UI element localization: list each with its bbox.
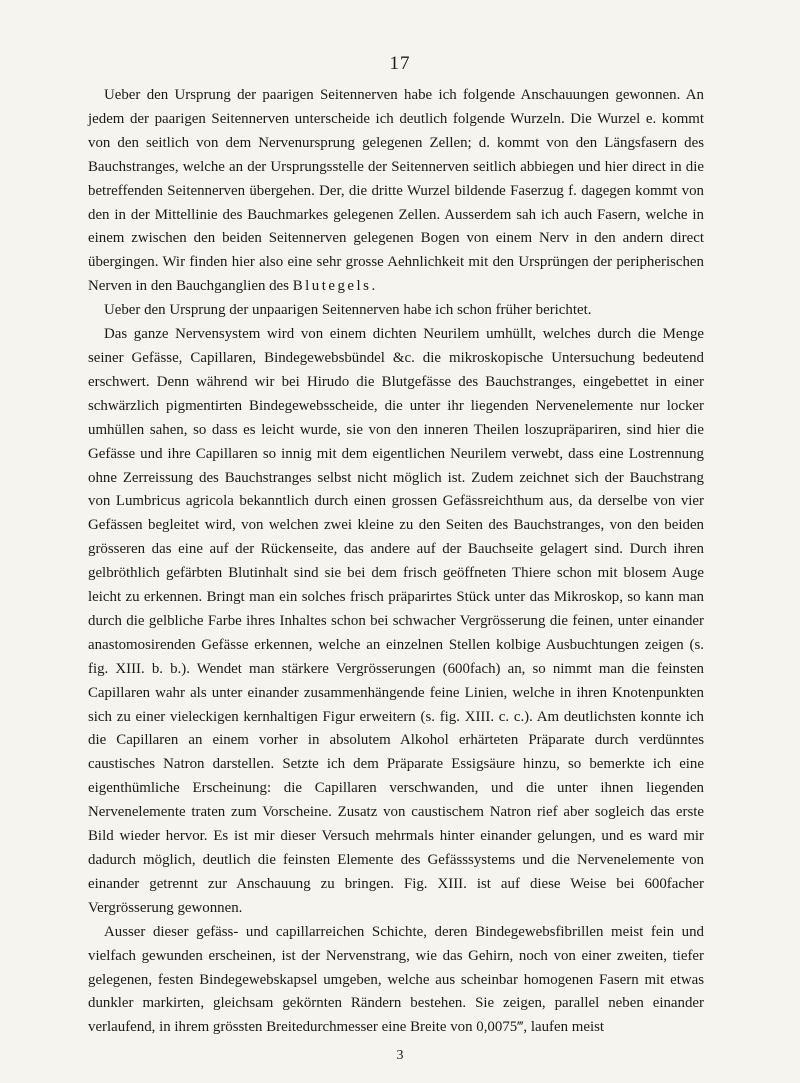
signature-mark: 3	[396, 1048, 404, 1063]
body-text	[88, 84, 704, 1040]
paragraph-text: Ueber den Ursprung der paarigen Seitennerven habe ich folgende Anschauungen gewonnen. An jedem der paarigen Seitennerven unterscheide ich deutlich folgende Wurzeln. Die Wurzel e. kommt von den seitlich von dem Nervenursprung gelegenen Zellen; d. kommt von den Längsfasern des Bauchstranges, welche an der Ursprungsstelle der Seitennerven seitlich abbiegen und hier direct in die betreffenden Seitennerven übergehen. Der, die dritte Wurzel bildende Faserzug f. dagegen kommt von den in der Mittellinie des Bauchmarkes gelegenen Zellen. Ausserdem sah ich auch Fasern, welche in einem zwischen den beiden Seitennerven gelegenen Bogen von einem Nerv in den andern direct übergingen. Wir finden hier also eine sehr grosse Aehnlichkeit mit den Ursprüngen der peripherischen Nerven in den Bauchganglien des	[88, 87, 704, 295]
page-number: 17	[389, 53, 411, 74]
paragraph-1	[88, 84, 704, 299]
paragraph-2: Ueber den Ursprung der unpaarigen Seitennerven habe ich schon früher berichtet.	[104, 302, 592, 319]
paragraph-3: Das ganze Nervensystem wird von einem dichten Neurilem umhüllt, welches durch die Menge seiner Gefässe, Capillaren, Bindegewebsbündel &c. die mikroskopische Untersuchung bedeutend erschwert. Denn während wir bei Hirudo die Blutgefässe des Bauchstranges, eingebettet in einer schwärzlich pigmentirten Bindegewebsscheide, die unter ihr liegenden Nervenelemente nur locker umhüllen sahen, so dass es leicht wurde, sie von den inneren Theilen loszupräpariren, sind hier die Gefässe und ihre Capillaren so innig mit dem eigentlichen Neurilem verwebt, dass eine Lostrennung ohne Zerreissung des Bauchstranges selbst nicht möglich ist. Zudem zeichnet sich der Bauchstrang von Lumbricus agricola bekanntlich durch einen grossen Gefässreichthum aus, da derselbe von vier Gefässen begleitet wird, von welchen zwei kleine zu den Seiten des Bauchstranges, von den beiden grösseren das eine auf der Rückenseite, das andere auf der Bauchseite gelagert sind. Durch ihren gelbröthlich gefärbten Blutinhalt sind sie bei dem frisch geöffneten Thiere schon mit blosem Auge leicht zu erkennen. Bringt man ein solches frisch präparirtes Stück unter das Mikroskop, so kann man durch die gelbliche Farbe ihres Inhaltes schon bei schwacher Vergrösserung die feinen, unter einander anastomosirenden Gefässe erkennen, welche an einzelnen Stellen kolbige Ausbuchtungen zeigen (s. fig. XIII. b. b.). Wendet man stärkere Vergrösserungen (600fach) an, so nimmt man die feinsten Capillaren wahr als unter einander zusammenhängende feine Linien, welche in ihren Knotenpunkten sich zu einer vieleckigen kernhaltigen Figur erweitern (s. fig. XIII. c. c.). Am deutlichsten konnte ich die Capillaren an einem vorher in absolutem Alkohol erhärteten Präparate durch verdünntes caustisches Natron darstellen. Setzte ich dem Präparate Essigsäure hinzu, so bemerkte ich eine eigenthümliche Erscheinung: die Capillaren verschwanden, und die unter ihnen liegenden Nervenelemente traten zum Vorscheine. Zusatz von caustischem Natron rief aber sogleich das erste Bild wieder hervor. Es ist mir dieser Versuch mehrmals hinter einander gelungen, und es ward mir dadurch möglich, deutlich die feinsten Elemente des Gefässsystems und die Nervenelemente von einander getrennt zur Anschauung zu bringen. Fig. XIII. ist auf diese Weise bei 600facher Vergrösserung gewonnen.	[88, 326, 704, 916]
spaced-emphasis-term: Blutegels.	[292, 278, 378, 295]
paragraph-4: Ausser dieser gefäss- und capillarreichen Schichte, deren Bindegewebsfibrillen meist fein und vielfach gewunden erscheinen, ist der Nervenstrang, wie das Gehirn, noch von einer zweiten, tiefer gelegenen, festen Bindegewebskapsel umgeben, welche aus scheinbar homogenen Fasern mit etwas dunkler markirten, gleichsam gekörnten Rändern bestehen. Sie zeigen, parallel neben einander verlaufend, in ihrem grössten Breitedurchmesser eine Breite von 0,0075‴, laufen meist	[88, 923, 704, 1036]
